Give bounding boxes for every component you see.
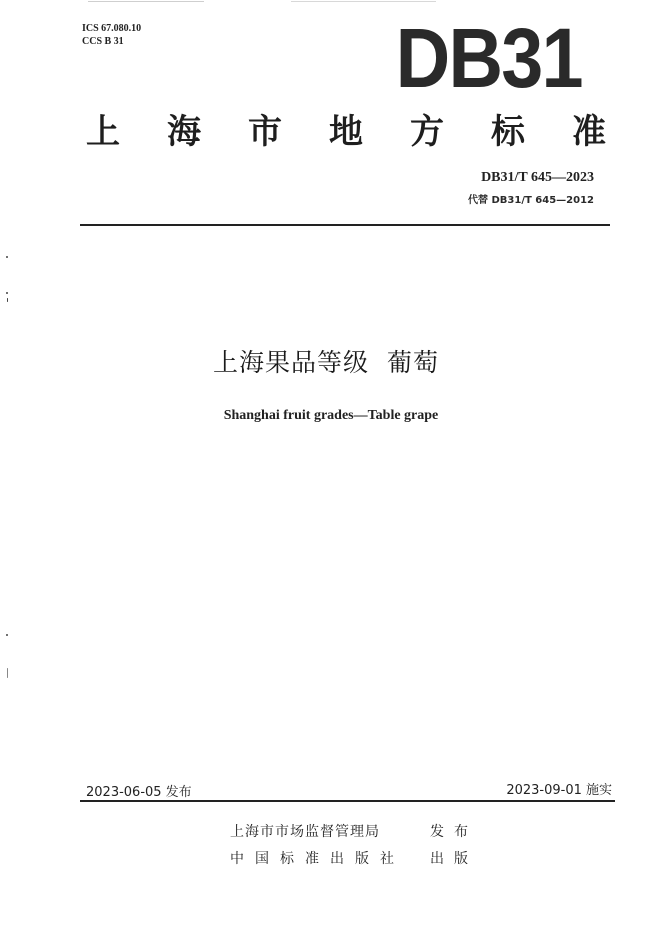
classification-codes — [82, 22, 141, 48]
standard-type-char: 上 — [86, 112, 120, 152]
document-title-english: Shanghai fruit grades—Table grape — [223, 408, 439, 423]
ics-code: ICS 67.080.10 — [82, 23, 142, 34]
scan-artifact-line — [30, 1, 610, 2]
issue-date: 2023-06-05 发布 — [86, 785, 192, 800]
effective-date: 2023-09-01 施实 — [506, 783, 612, 798]
scan-speck — [7, 668, 8, 678]
issuer-action: 出版 — [430, 851, 478, 867]
scan-speck — [6, 292, 8, 294]
document-title-chinese: 上海果品等级 葡萄 — [213, 348, 439, 377]
ccs-code: CCS B 31 — [82, 36, 124, 47]
issuer-action: 发布 — [430, 824, 478, 840]
issuer-organization: 中国标准出版社 — [230, 851, 405, 867]
scan-speck — [6, 634, 8, 636]
standard-type-char: 海 — [167, 112, 201, 152]
standard-type-char: 方 — [410, 112, 444, 152]
standard-type-char: 标 — [491, 112, 525, 152]
footer-divider — [80, 800, 615, 802]
standard-type-heading — [86, 112, 606, 152]
header-divider — [80, 224, 610, 226]
scan-speck — [6, 256, 8, 258]
issuer-organization: 上海市市场监督管理局 — [230, 824, 380, 840]
standard-type-char: 地 — [329, 112, 363, 152]
scan-speck — [7, 298, 8, 302]
db31-logo: DB31 — [395, 11, 582, 105]
standard-number: DB31/T 645—2023 — [481, 170, 594, 185]
standard-type-char: 市 — [248, 112, 282, 152]
issuer-row-publisher — [230, 821, 478, 841]
standard-type-char: 准 — [572, 112, 606, 152]
replaces-standard: 代替 DB31/T 645—2012 — [468, 195, 594, 206]
issuer-row-press — [230, 848, 478, 868]
